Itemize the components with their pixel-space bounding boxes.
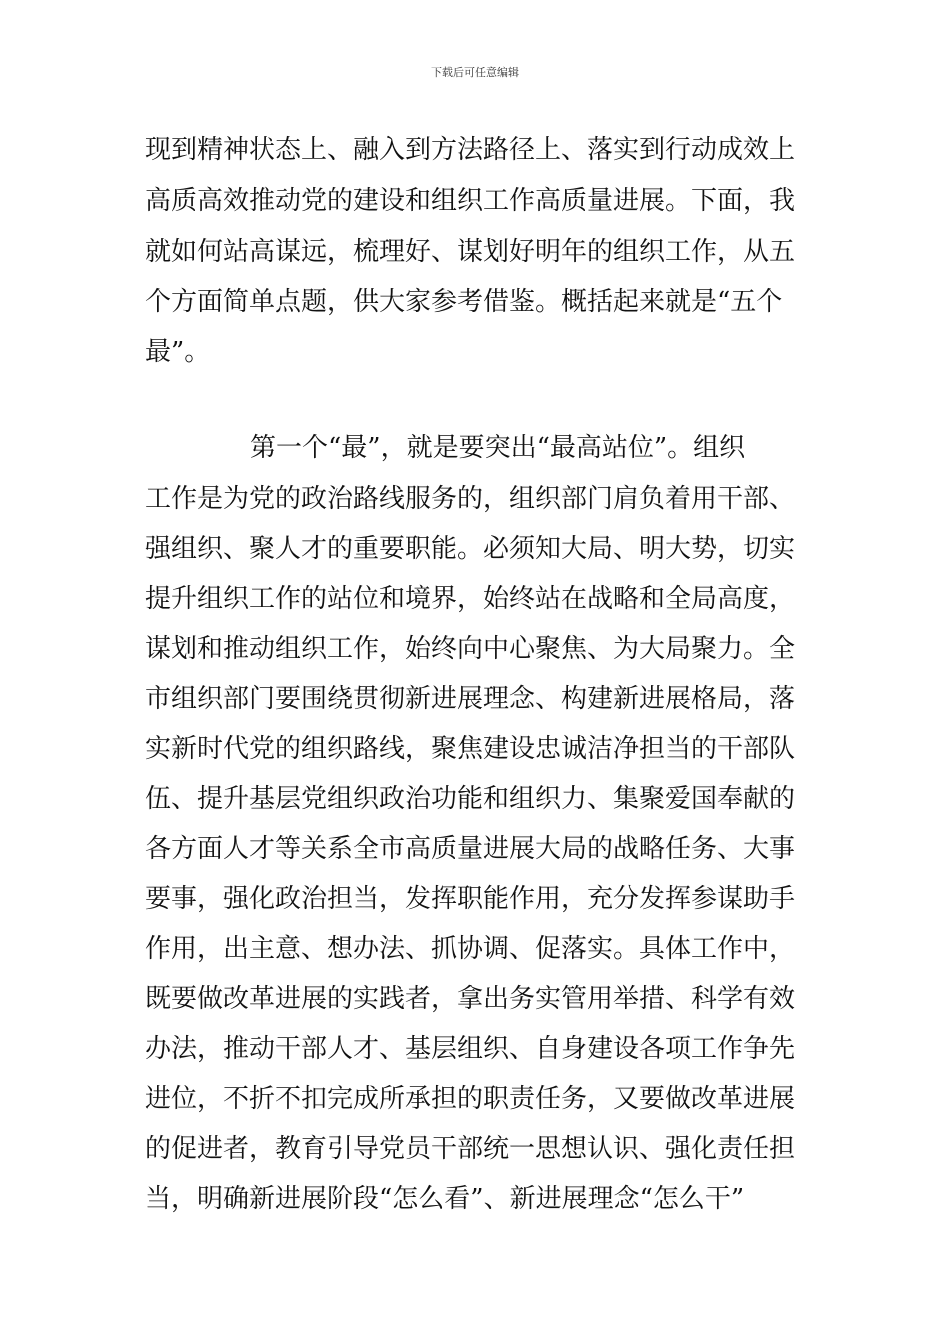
text-line: 工作是为党的政治路线服务的，组织部门肩负着用干部、: [145, 484, 796, 514]
text-line: 第一个“最”，就是要突出“最高站位”。组织: [250, 433, 746, 463]
text-line: 办法，推动干部人才、基层组织、自身建设各项工作争先: [145, 1034, 796, 1064]
text-line: 进位，不折不扣完成所承担的职责任务，又要做改革进展: [145, 1084, 796, 1114]
text-line: 谋划和推动组织工作，始终向中心聚焦、为大局聚力。全: [145, 634, 796, 664]
text-line: 作用，出主意、想办法、抓协调、促落实。具体工作中，: [145, 934, 796, 964]
text-line: 的促进者，教育引导党员干部统一思想认识、强化责任担: [145, 1134, 796, 1164]
text-line: 就如何站高谋远，梳理好、谋划好明年的组织工作，从五: [145, 237, 796, 267]
text-line: 伍、提升基层党组织政治功能和组织力、集聚爱国奉献的: [145, 784, 796, 814]
page-header: 下载后可任意编辑: [431, 66, 519, 79]
text-line: 市组织部门要围绕贯彻新进展理念、构建新进展格局，落: [145, 684, 796, 714]
text-line: 强组织、聚人才的重要职能。必须知大局、明大势，切实: [145, 534, 796, 564]
text-line: 实新时代党的组织路线，聚焦建设忠诚洁净担当的干部队: [145, 734, 796, 764]
text-line: 既要做改革进展的实践者，拿出务实管用举措、科学有效: [145, 984, 796, 1014]
text-line: 各方面人才等关系全市高质量进展大局的战略任务、大事: [145, 834, 796, 864]
text-line: 提升组织工作的站位和境界，始终站在战略和全局高度，: [145, 584, 796, 614]
text-line: 高质高效推动党的建设和组织工作高质量进展。下面，我: [145, 186, 796, 216]
text-line: 现到精神状态上、融入到方法路径上、落实到行动成效上: [145, 135, 796, 165]
text-line: 当，明确新进展阶段“怎么看”、新进展理念“怎么干”: [145, 1184, 745, 1214]
text-line: 个方面简单点题，供大家参考借鉴。概括起来就是“五个: [145, 287, 783, 317]
text-line: 要事，强化政治担当，发挥职能作用，充分发挥参谋助手: [145, 884, 796, 914]
text-line: 最”。: [145, 337, 211, 367]
